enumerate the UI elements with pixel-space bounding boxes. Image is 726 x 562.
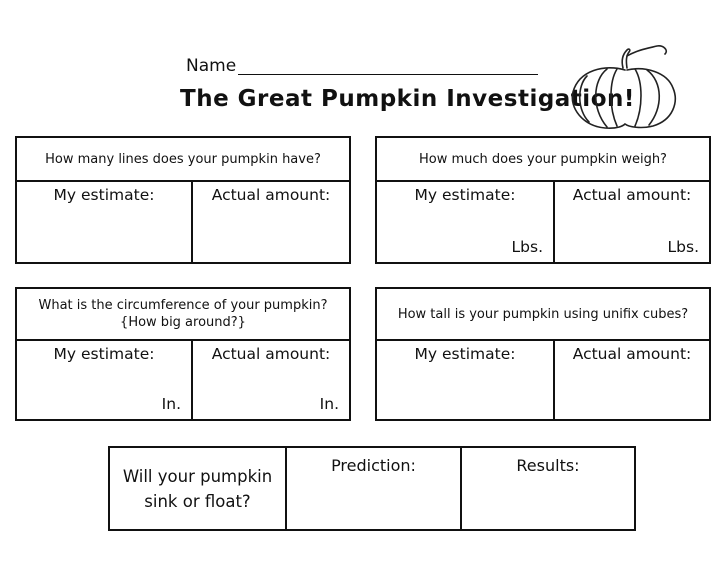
estimate-cell[interactable] — [377, 180, 555, 262]
estimate-label: My estimate: — [414, 345, 516, 363]
question-box-height — [375, 287, 711, 421]
estimate-unit: Lbs. — [511, 238, 543, 256]
actual-cell[interactable] — [193, 339, 349, 419]
actual-label: Actual amount: — [211, 345, 331, 363]
estimate-cell[interactable] — [17, 339, 193, 419]
estimate-label: My estimate: — [414, 186, 516, 204]
pumpkin-icon — [565, 42, 685, 132]
results-label: Results: — [516, 456, 580, 475]
estimate-label: My estimate: — [53, 345, 155, 363]
actual-cell[interactable] — [555, 339, 709, 419]
question-text: How tall is your pumpkin using unifix cubes? — [377, 289, 709, 341]
results-cell[interactable] — [462, 448, 634, 529]
actual-unit: Lbs. — [667, 238, 699, 256]
question-text: How much does your pumpkin weigh? — [377, 138, 709, 182]
actual-cell[interactable] — [555, 180, 709, 262]
question-text: What is the circumference of your pumpkin? {How big around?} — [17, 289, 349, 341]
name-line[interactable] — [238, 74, 538, 75]
estimate-cell[interactable] — [17, 180, 193, 262]
prediction-label: Prediction: — [331, 456, 416, 475]
page-title: The Great Pumpkin Investigation! — [180, 86, 635, 112]
estimate-unit: In. — [161, 395, 181, 413]
name-label: Name — [186, 56, 237, 76]
question-box-lines — [15, 136, 351, 264]
question-text: How many lines does your pumpkin have? — [17, 138, 349, 182]
actual-cell[interactable] — [193, 180, 349, 262]
actual-unit: In. — [319, 395, 339, 413]
actual-label: Actual amount: — [572, 345, 692, 363]
sink-float-question: Will your pumpkin sink or float? — [110, 448, 287, 529]
question-box-weight — [375, 136, 711, 264]
prediction-cell[interactable] — [287, 448, 462, 529]
estimate-cell[interactable] — [377, 339, 555, 419]
sink-float-table — [108, 446, 636, 531]
estimate-label: My estimate: — [53, 186, 155, 204]
actual-label: Actual amount: — [211, 186, 331, 204]
actual-label: Actual amount: — [572, 186, 692, 204]
question-box-circumference — [15, 287, 351, 421]
